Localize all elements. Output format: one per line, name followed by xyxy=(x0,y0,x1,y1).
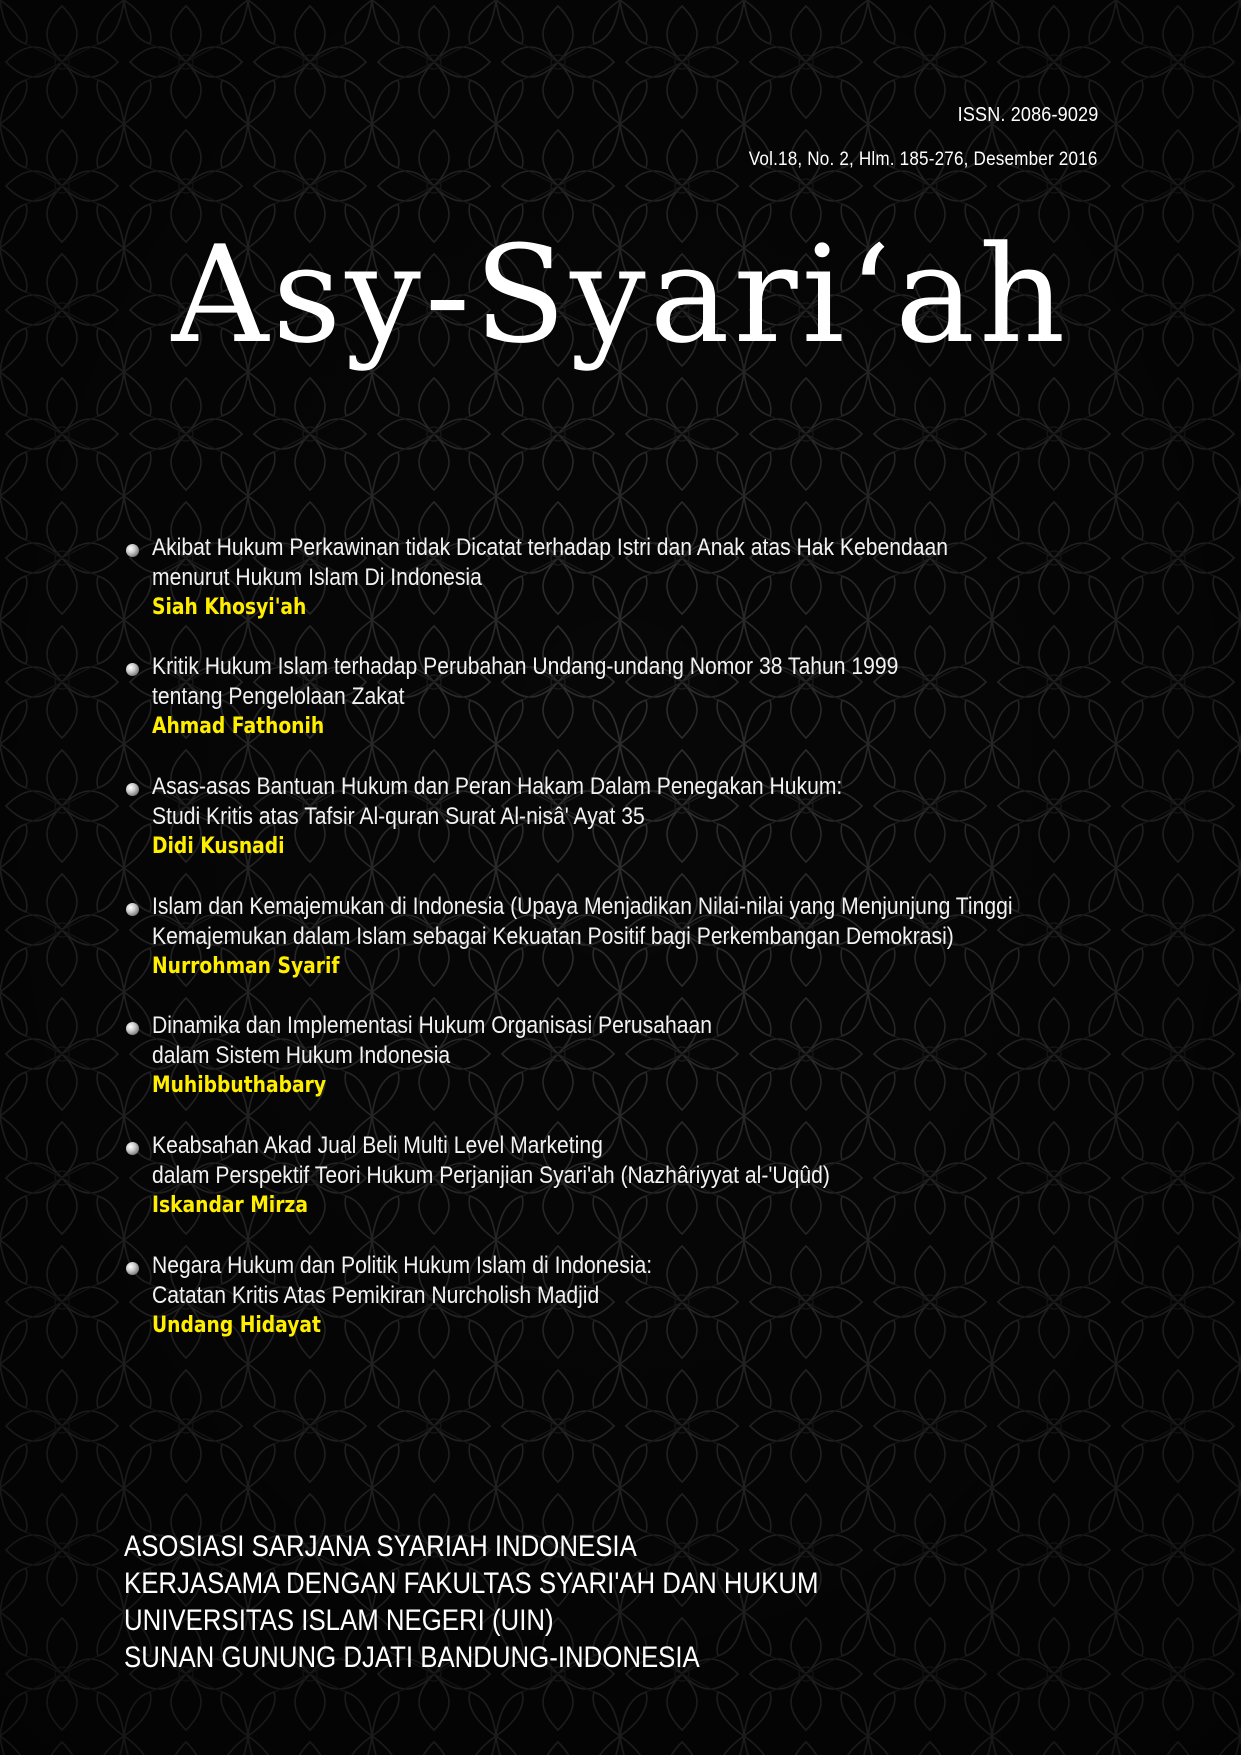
article-title-line: menurut Hukum Islam Di Indonesia xyxy=(152,564,482,591)
article-author: Didi Kusnadi xyxy=(152,834,285,859)
bullet-icon xyxy=(126,903,139,916)
bullet-icon xyxy=(126,1022,139,1035)
article-title-line: Asas-asas Bantuan Hukum dan Peran Hakam Dalam Penegakan Hukum: xyxy=(152,773,843,800)
article-title-line: Dinamika dan Implementasi Hukum Organisasi Perusahaan xyxy=(152,1012,712,1039)
article-author: Muhibbuthabary xyxy=(152,1073,327,1098)
article-title-line: Negara Hukum dan Politik Hukum Islam di Indonesia: xyxy=(152,1252,653,1279)
bullet-icon xyxy=(126,783,139,796)
publisher-line: SUNAN GUNUNG DJATI BANDUNG-INDONESIA xyxy=(124,1641,700,1674)
article-title-line: Kritik Hukum Islam terhadap Perubahan Undang-undang Nomor 38 Tahun 1999 xyxy=(152,653,899,680)
bullet-icon xyxy=(126,1262,139,1275)
article-title-line: Studi Kritis atas Tafsir Al-quran Surat Al-nisâ' Ayat 35 xyxy=(152,803,645,830)
article-title-line: Akibat Hukum Perkawinan tidak Dicatat terhadap Istri dan Anak atas Hak Kebendaan xyxy=(152,534,948,561)
issn-number: ISSN. 2086-9029 xyxy=(957,104,1098,126)
bullet-icon xyxy=(126,544,139,557)
publisher-line: UNIVERSITAS ISLAM NEGERI (UIN) xyxy=(124,1604,554,1637)
publisher-line: KERJASAMA DENGAN FAKULTAS SYARI'AH DAN HUKUM xyxy=(124,1567,819,1600)
article-title-line: Keabsahan Akad Jual Beli Multi Level Marketing xyxy=(152,1132,603,1159)
bullet-icon xyxy=(126,1142,139,1155)
publisher-line: ASOSIASI SARJANA SYARIAH INDONESIA xyxy=(124,1530,637,1563)
article-author: Ahmad Fathonih xyxy=(152,714,325,739)
article-title-line: tentang Pengelolaan Zakat xyxy=(152,683,405,710)
article-author: Siah Khosyi'ah xyxy=(152,595,307,620)
article-author: Undang Hidayat xyxy=(152,1313,321,1338)
bullet-icon xyxy=(126,663,139,676)
article-title-line: dalam Sistem Hukum Indonesia xyxy=(152,1042,451,1069)
article-author: Iskandar Mirza xyxy=(152,1193,308,1218)
article-author: Nurrohman Syarif xyxy=(152,954,340,979)
article-title-line: dalam Perspektif Teori Hukum Perjanjian Syari'ah (Nazhâriyyat al-'Uqûd) xyxy=(152,1162,830,1189)
publisher-block xyxy=(124,1528,932,1676)
article-title-line: Islam dan Kemajemukan di Indonesia (Upaya Menjadikan Nilai-nilai yang Menjunjung Tinggi xyxy=(152,893,1013,920)
volume-info: Vol.18, No. 2, Hlm. 185-276, Desember 2016 xyxy=(749,149,1098,170)
article-title-line: Kemajemukan dalam Islam sebagai Kekuatan Positif bagi Perkembangan Demokrasi) xyxy=(152,923,954,950)
article-title-line: Catatan Kritis Atas Pemikiran Nurcholish Madjid xyxy=(152,1282,600,1309)
journal-title: Asy-Syari‘ah xyxy=(171,217,1070,373)
